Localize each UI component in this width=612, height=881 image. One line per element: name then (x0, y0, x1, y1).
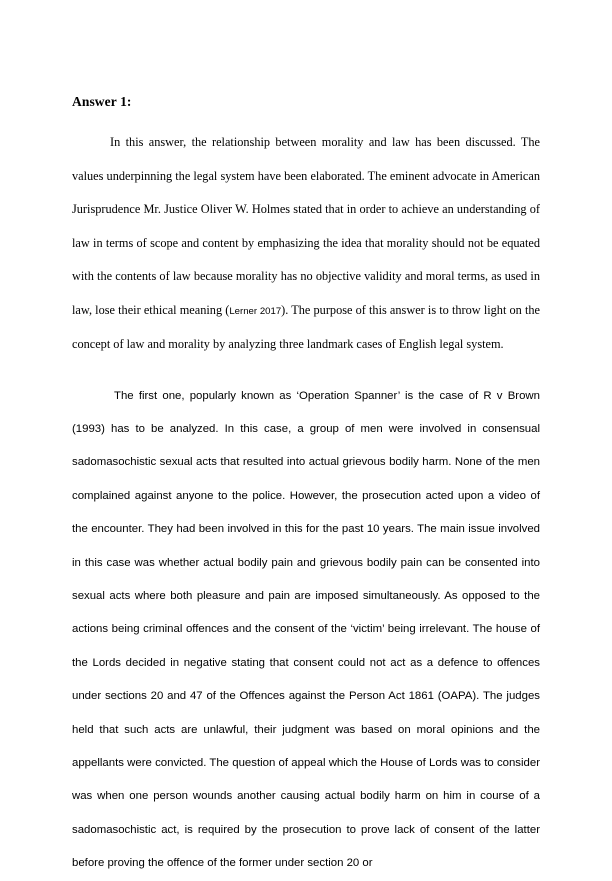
document-body (72, 126, 540, 881)
paragraph-2-text: The first one, popularly known as ‘Operation Spanner’ is the case of R v Brown (1993) has to be analyzed. In this case, a group of men were involved in consensual sadomasochistic sexual acts that resulted into actual grievous bodily harm. None of the men complained against anyone to the police. However, the prosecution acted upon a video of the encounter. They had been involved in this for the past 10 years. The main issue involved in this case was whether actual bodily pain and grievous bodily pain can be consented into sexual acts where both pleasure and pain are imposed simultaneously. As opposed to the actions being criminal offences and the consent of the ‘victim’ being irrelevant. The house of the Lords decided in negative stating that consent could not act as a defence to offences under sections 20 and 47 of the Offences against the Person Act 1861 (OAPA). The judges held that such acts are unlawful, their judgment was based on moral opinions and the appellants were convicted. The question of appeal which the House of Lords was to consider was when one person wounds another causing actual bodily harm on him in course of a sadomasochistic act, is required by the prosecution to prove lack of consent of the latter before proving the offence of the former under section 20 or (72, 389, 540, 870)
paragraph-2 (72, 380, 540, 881)
paragraph-1-text-part-1: In this answer, the relationship between morality and law has been discussed. The values underpinning the legal system have been elaborated. The eminent advocate in American Jurisprudence Mr. Justice Oliver W. Holmes stated that in order to achieve an understanding of law in terms of scope and content by emphasizing the idea that morality should not be equated with the contents of law because morality has no objective validity and moral terms, as used in law, lose their ethical meaning ( (72, 135, 540, 317)
inline-citation: Lerner 2017 (229, 305, 282, 317)
page-title: Answer 1: (72, 94, 132, 109)
paragraph-1-text-part-2: ). The purpose of this answer is to throw light on the concept of law and morality by analyzing three landmark cases of English legal system. (72, 302, 540, 351)
paragraph-1 (72, 126, 540, 362)
